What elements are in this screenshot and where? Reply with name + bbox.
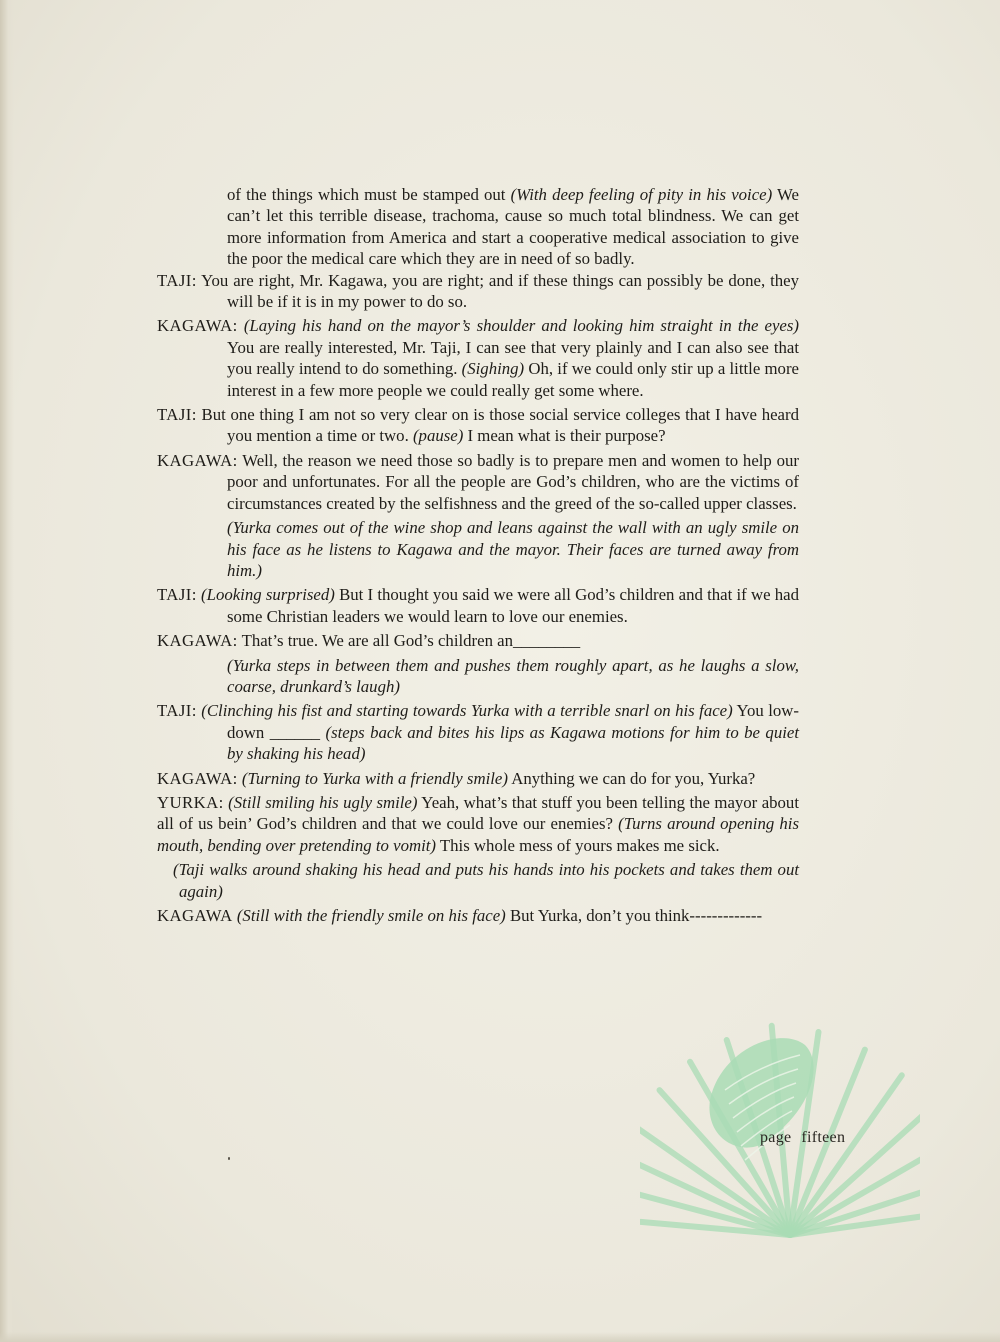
dialogue-line xyxy=(157,315,799,401)
stage-direction-text: (Still smiling his ugly smile) xyxy=(223,792,418,812)
speaker-name: KAGAWA xyxy=(157,906,233,925)
stage-direction-text: (Turning to Yurka with a friendly smile) xyxy=(237,768,508,788)
dialogue-line xyxy=(157,700,799,764)
dialogue-text: This whole mess of yours makes me sick. xyxy=(436,835,720,855)
speaker-name: KAGAWA: xyxy=(157,631,238,651)
dialogue-text: You are really interested, Mr. Taji, I can see that very plainly and I can also see that you really intend to do something. xyxy=(227,337,799,379)
speaker-name: TAJI: xyxy=(157,585,197,605)
speaker-name: YURKA: xyxy=(157,792,224,812)
dialogue-text: That’s true. We are all God’s children an________ xyxy=(237,631,581,651)
dialogue-line xyxy=(157,270,799,313)
page-number xyxy=(760,1129,845,1147)
dialogue-text: But I thought you said we were all God’s children and that if we had some Christian leaders we would learn to love our enemies. xyxy=(227,585,799,626)
speaker-name: KAGAWA: xyxy=(157,450,238,470)
dialogue-line xyxy=(157,450,799,514)
dialogue-text: But one thing I am not so very clear on is those social service colleges that I have heard you mention a time or two. xyxy=(196,405,799,446)
dialogue-text: We can’t let this terrible disease, trachoma, cause so much total blindness. We can get more information from America and start a cooperative medical association to give the poor the medical care which they are in need of so badly. xyxy=(227,185,799,269)
dialogue-text: You are right, Mr. Kagawa, you are right; and if these things can possibly be done, they will be if it is in my power to do so. xyxy=(196,270,799,312)
stage-direction-text: (pause) xyxy=(412,426,464,446)
speaker-name: KAGAWA: xyxy=(157,316,238,336)
page-bottom-shadow xyxy=(0,1332,1000,1342)
dialogue-text: But Yurka, don’t you think------------- xyxy=(505,906,763,925)
stage-direction-text: (steps back and bites his lips as Kagawa motions for him to be quiet by shaking his head) xyxy=(227,722,799,764)
stage-direction-text: (Looking surprised) xyxy=(196,585,335,605)
speaker-name: KAGAWA: xyxy=(157,768,238,788)
dialogue-line xyxy=(157,905,799,926)
stage-direction-text: (Turns around opening his mouth, bending over pretending to vomit) xyxy=(157,814,799,855)
dialogue-line xyxy=(157,630,799,651)
speaker-name: TAJI: xyxy=(157,270,197,290)
stage-direction-text: (Sighing) xyxy=(461,359,525,379)
speaker-name: TAJI: xyxy=(157,405,197,425)
stage-direction-text: (Laying his hand on the mayor’s shoulder and looking him straight in the eyes) xyxy=(237,316,799,336)
dialogue-line xyxy=(157,584,799,627)
dialogue-line xyxy=(157,768,799,789)
stage-direction-text: (Still with the friendly smile on his face) xyxy=(232,906,506,925)
dialogue-text: I mean what is their purpose? xyxy=(463,426,666,446)
stage-direction: (Taji walks around shaking his head and puts his hands into his pockets and takes them out again) xyxy=(173,860,799,901)
green-leaf-print-icon xyxy=(640,1005,920,1245)
continued-speech xyxy=(157,184,799,270)
page-edge-shadow xyxy=(0,0,14,1342)
stage-direction-text: (With deep feeling of pity in his voice) xyxy=(510,185,773,204)
page-number-word: fifteen xyxy=(801,1129,846,1146)
speaker-name: TAJI: xyxy=(157,701,197,721)
dialogue-text: Yeah, what’s that stuff you been telling the mayor about all of us bein’ God’s children and that we could love our enemies? xyxy=(157,792,799,834)
play-script-body xyxy=(157,184,799,926)
stage-direction: (Yurka steps in between them and pushes them roughly apart, as he laughs a slow, coarse, drunkard’s laugh) xyxy=(227,655,799,696)
stage-direction-text: (Clinching his fist and starting towards Yurka with a terrible snarl on his face) xyxy=(196,701,733,721)
dialogue-text: Oh, if we could only stir up a little more interest in a few more people we could really get some where. xyxy=(227,359,799,400)
dialogue-line xyxy=(157,792,799,856)
dialogue-line xyxy=(157,404,799,447)
dialogue-text: of the things which must be stamped out xyxy=(227,185,511,204)
stage-direction: (Yurka comes out of the wine shop and leans against the wall with an ugly smile on his face as he listens to Kagawa and the mayor. Their faces are turned away from him.) xyxy=(227,518,799,580)
dialogue-text: Well, the reason we need those so badly is to prepare men and women to help our poor and unfortunates. For all the people are God’s children, who are the victims of circumstances created by the selfishness and the greed of the so-called upper classes. xyxy=(227,450,799,513)
dialogue-text: Anything we can do for you, Yurka? xyxy=(507,768,756,788)
paper-speck xyxy=(228,1157,230,1160)
page-number-label: page xyxy=(760,1129,792,1146)
dialogue-text: You low-down ______ xyxy=(227,701,799,742)
